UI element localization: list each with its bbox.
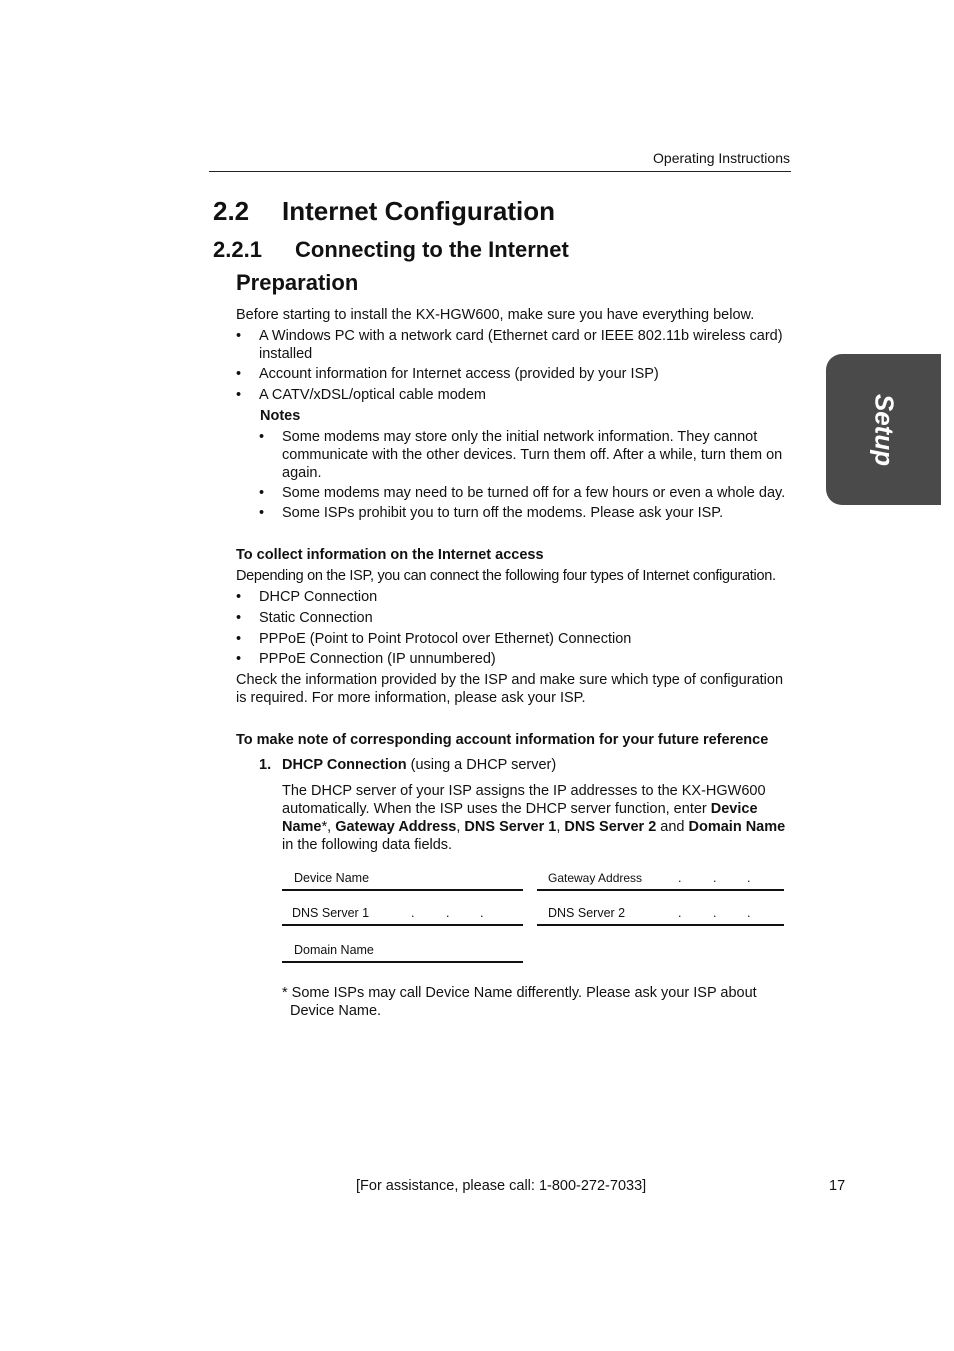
footnote: * Some ISPs may call Device Name differently. Please ask your ISP about Device Name. [282,985,757,1019]
bullet-icon: • [259,505,265,521]
subsection-number: 2.2.1 [213,237,262,262]
setup-side-tab [826,354,941,505]
step-heading [259,756,556,774]
bullet-icon: • [236,610,242,626]
list-item: • Account information for Internet access (provided by your ISP) [236,366,659,382]
field-label: DNS Server 2 [548,906,626,920]
bullet-icon: • [236,366,242,382]
collect-heading: To collect information on the Internet access [236,547,544,563]
ip-separator: . [411,906,415,920]
bullet-icon: • [236,651,242,667]
list-item: • PPPoE (Point to Point Protocol over Ethernet) Connection [236,631,632,647]
list-item: • PPPoE Connection (IP unnumbered) [236,651,496,667]
field-label: Domain Name [294,943,374,957]
running-header: Operating Instructions [653,150,790,166]
ip-separator: . [480,906,484,920]
list-item: • DHCP Connection [236,589,378,605]
preparation-intro: Before starting to install the KX-HGW600, make sure you have everything below. [236,307,755,323]
subsection-heading [213,237,569,263]
subsection-title: Connecting to the Internet [295,237,569,262]
make-note-heading: To make note of corresponding account information for your future reference [236,732,769,748]
page-number: 17 [829,1178,846,1194]
dns-server-1-field[interactable] [282,904,523,926]
preparation-heading: Preparation [236,270,359,295]
domain-name-field[interactable] [282,941,523,963]
field-label: Gateway Address [548,871,643,885]
assistance-footer: [For assistance, please call: 1-800-272-7033] [356,1178,647,1194]
bullet-icon: • [236,589,242,605]
ip-separator: . [747,871,751,885]
field-label: DNS Server 1 [292,906,370,920]
note-item: • Some modems may store only the initial network information. They cannot communicate with the other devices. Turn them off. After a while, turn them on again. [259,429,783,481]
ip-separator: . [678,906,682,920]
collect-intro: Depending on the ISP, you can connect the following four types of Internet configuration. [236,568,776,584]
list-item: • A CATV/xDSL/optical cable modem [236,387,486,403]
ip-separator: . [446,906,450,920]
bullet-icon: • [236,631,242,647]
step-title: DHCP Connection [282,757,407,773]
field-label: Device Name [294,871,370,885]
bullet-icon: • [259,485,265,501]
ip-separator: . [678,871,682,885]
list-item: • Static Connection [236,610,373,626]
bullet-icon: • [236,328,242,344]
side-tab-label: Setup [869,393,899,466]
section-heading [213,196,555,227]
note-item: • Some modems may need to be turned off for a few hours or even a whole day. [259,485,786,501]
gateway-address-field[interactable] [537,869,784,891]
note-item: • Some ISPs prohibit you to turn off the modems. Please ask your ISP. [259,505,724,521]
step-suffix: (using a DHCP server) [406,757,557,773]
section-title: Internet Configuration [282,196,555,226]
section-number: 2.2 [213,196,250,226]
dns-server-2-field[interactable] [537,904,784,926]
notes-heading: Notes [260,408,301,424]
header-divider [209,171,791,172]
device-name-field[interactable] [282,869,523,891]
bullet-icon: • [236,387,242,403]
dhcp-paragraph: The DHCP server of your ISP assigns the IP addresses to the KX-HGW600 automatically. When the ISP uses the DHCP server function, enter Device Name*, Gateway Address, DNS Server 1, DNS Server 2 and Domain Name in the following data fields. [282,783,786,853]
ip-separator: . [713,871,717,885]
step-number: 1. [259,757,272,773]
ip-separator: . [713,906,717,920]
collect-outro: Check the information provided by the ISP and make sure which type of configuration is required. For more information, please ask your ISP. [236,672,784,706]
bullet-icon: • [259,429,265,445]
list-item: • A Windows PC with a network card (Ethernet card or IEEE 802.11b wireless card) installed [236,328,783,362]
ip-separator: . [747,906,751,920]
